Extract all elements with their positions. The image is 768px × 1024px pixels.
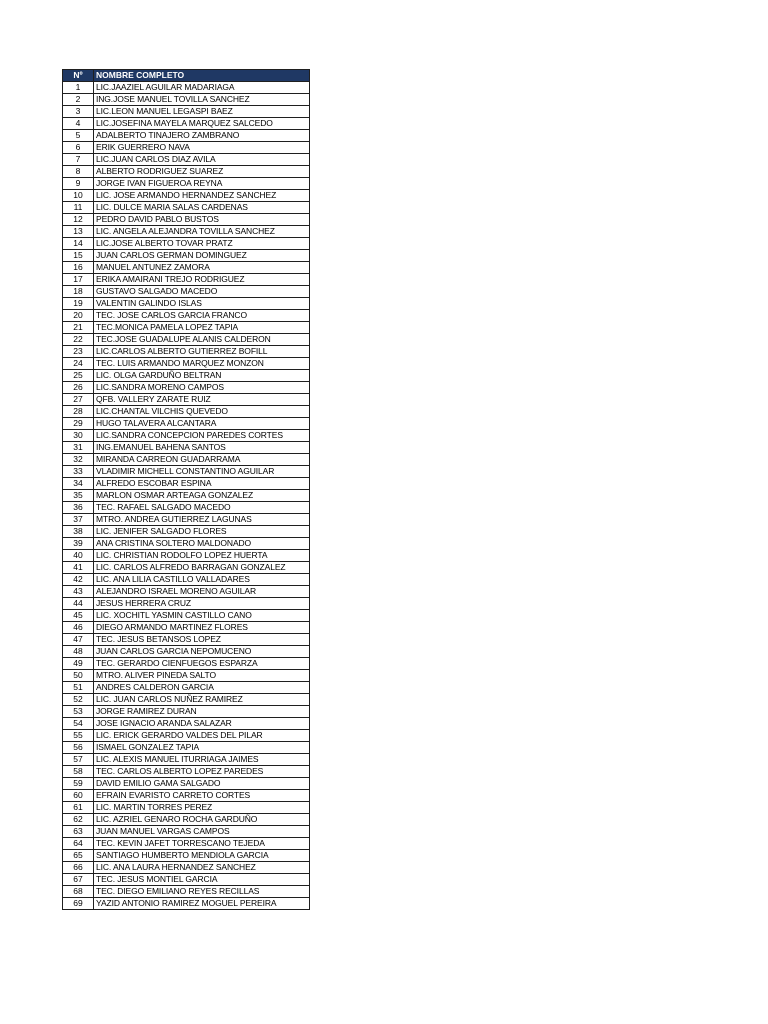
row-number-cell: 65 [63,850,94,862]
table-row [63,370,310,382]
row-number-cell: 52 [63,694,94,706]
table-row [63,346,310,358]
row-number-cell: 64 [63,838,94,850]
table-row [63,502,310,514]
full-name-cell: LIC. DULCE MARIA SALAS CARDENAS [94,202,310,214]
row-number-cell: 23 [63,346,94,358]
full-name-cell: ALFREDO ESCOBAR ESPINA [94,478,310,490]
row-number-cell: 31 [63,442,94,454]
full-name-cell: HUGO TALAVERA ALCANTARA [94,418,310,430]
full-name-cell: TEC. LUIS ARMANDO MARQUEZ MONZON [94,358,310,370]
full-name-cell: JORGE IVAN FIGUEROA REYNA [94,178,310,190]
full-name-cell: ISMAEL GONZALEZ TAPIA [94,742,310,754]
row-number-cell: 36 [63,502,94,514]
full-name-cell: LIC.SANDRA CONCEPCION PAREDES CORTES [94,430,310,442]
full-name-cell: LIC.LEON MANUEL LEGASPI BAEZ [94,106,310,118]
row-number-cell: 7 [63,154,94,166]
table-row [63,826,310,838]
full-name-cell: VLADIMIR MICHELL CONSTANTINO AGUILAR [94,466,310,478]
row-number-cell: 6 [63,142,94,154]
table-row [63,250,310,262]
table-row [63,550,310,562]
table-row [63,670,310,682]
row-number-cell: 69 [63,898,94,910]
full-name-cell: LIC. OLGA GARDUÑO BELTRAN [94,370,310,382]
row-number-cell: 27 [63,394,94,406]
full-name-cell: MTRO. ALIVER PINEDA SALTO [94,670,310,682]
full-name-cell: LIC.JUAN CARLOS DIAZ AVILA [94,154,310,166]
row-number-cell: 10 [63,190,94,202]
table-row [63,190,310,202]
row-number-cell: 28 [63,406,94,418]
full-name-cell: ANDRES CALDERON GARCIA [94,682,310,694]
table-row [63,658,310,670]
row-number-cell: 67 [63,874,94,886]
row-number-cell: 66 [63,862,94,874]
row-number-cell: 50 [63,670,94,682]
full-name-cell: LIC.CARLOS ALBERTO GUTIERREZ BOFILL [94,346,310,358]
table-row [63,106,310,118]
full-name-cell: JORGE RAMIREZ DURAN [94,706,310,718]
row-number-cell: 40 [63,550,94,562]
table-body [63,82,310,910]
full-name-cell: LIC. JOSE ARMANDO HERNANDEZ SANCHEZ [94,190,310,202]
table-row [63,94,310,106]
table-row [63,334,310,346]
table-row [63,754,310,766]
table-row [63,574,310,586]
table-row [63,286,310,298]
full-name-cell: JESUS HERRERA CRUZ [94,598,310,610]
full-name-cell: TEC. RAFAEL SALGADO MACEDO [94,502,310,514]
full-name-cell: LIC. AZRIEL GENARO ROCHA GARDUÑO [94,814,310,826]
row-number-cell: 16 [63,262,94,274]
row-number-cell: 29 [63,418,94,430]
row-number-cell: 45 [63,610,94,622]
row-number-cell: 26 [63,382,94,394]
full-name-cell: ING.EMANUEL BAHENA SANTOS [94,442,310,454]
row-number-cell: 58 [63,766,94,778]
table-row [63,850,310,862]
row-number-cell: 55 [63,730,94,742]
full-name-cell: QFB. VALLERY ZARATE RUIZ [94,394,310,406]
full-name-cell: YAZID ANTONIO RAMIREZ MOGUEL PEREIRA [94,898,310,910]
full-name-cell: TEC. DIEGO EMILIANO REYES RECILLAS [94,886,310,898]
full-name-cell: LIC. ANA LAURA HERNANDEZ SANCHEZ [94,862,310,874]
row-number-cell: 1 [63,82,94,94]
table-row [63,478,310,490]
table-row [63,610,310,622]
table-row [63,814,310,826]
full-name-cell: LIC. ANA LILIA CASTILLO VALLADARES [94,574,310,586]
full-name-cell: SANTIAGO HUMBERTO MENDIOLA GARCIA [94,850,310,862]
table-row [63,322,310,334]
row-number-cell: 19 [63,298,94,310]
row-number-cell: 11 [63,202,94,214]
table-row [63,274,310,286]
table-row [63,130,310,142]
row-number-cell: 48 [63,646,94,658]
table-row [63,790,310,802]
table-row [63,154,310,166]
full-name-cell: TEC. KEVIN JAFET TORRESCANO TEJEDA [94,838,310,850]
row-number-cell: 30 [63,430,94,442]
row-number-cell: 17 [63,274,94,286]
full-name-cell: ERIK GUERRERO NAVA [94,142,310,154]
full-name-cell: LIC.SANDRA MORENO CAMPOS [94,382,310,394]
row-number-cell: 63 [63,826,94,838]
table-row [63,622,310,634]
table-row [63,442,310,454]
table-row [63,406,310,418]
table-row [63,262,310,274]
full-name-cell: EFRAIN EVARISTO CARRETO CORTES [94,790,310,802]
full-name-cell: DIEGO ARMANDO MARTINEZ FLORES [94,622,310,634]
full-name-cell: LIC. ALEXIS MANUEL ITURRIAGA JAIMES [94,754,310,766]
table-row [63,862,310,874]
table-row [63,394,310,406]
row-number-cell: 32 [63,454,94,466]
row-number-cell: 20 [63,310,94,322]
row-number-cell: 38 [63,526,94,538]
table-row [63,382,310,394]
row-number-cell: 24 [63,358,94,370]
full-name-cell: MIRANDA CARREON GUADARRAMA [94,454,310,466]
row-number-cell: 15 [63,250,94,262]
full-name-cell: TEC. JESUS BETANSOS LOPEZ [94,634,310,646]
table-row [63,214,310,226]
table-row [63,454,310,466]
row-number-cell: 56 [63,742,94,754]
full-name-cell: MTRO. ANDREA GUTIERREZ LAGUNAS [94,514,310,526]
row-number-cell: 57 [63,754,94,766]
row-number-cell: 39 [63,538,94,550]
full-name-cell: DAVID EMILIO GAMA SALGADO [94,778,310,790]
row-number-cell: 43 [63,586,94,598]
row-number-cell: 25 [63,370,94,382]
row-number-cell: 61 [63,802,94,814]
table-row [63,694,310,706]
table-row [63,562,310,574]
full-name-cell: TEC.JOSE GUADALUPE ALANIS CALDERON [94,334,310,346]
table-row [63,742,310,754]
row-number-cell: 12 [63,214,94,226]
table-row [63,706,310,718]
full-name-cell: TEC. JESUS MONTIEL GARCIA [94,874,310,886]
table-row [63,178,310,190]
table-row [63,466,310,478]
full-name-cell: PEDRO DAVID PABLO BUSTOS [94,214,310,226]
row-number-cell: 22 [63,334,94,346]
table-row [63,430,310,442]
full-name-cell: MARLON OSMAR ARTEAGA GONZALEZ [94,490,310,502]
full-name-cell: JUAN CARLOS GARCIA NEPOMUCENO [94,646,310,658]
table-row [63,766,310,778]
table-row [63,598,310,610]
full-name-cell: LIC. MARTIN TORRES PEREZ [94,802,310,814]
full-name-cell: GUSTAVO SALGADO MACEDO [94,286,310,298]
row-number-cell: 51 [63,682,94,694]
full-name-cell: JUAN CARLOS GERMAN DOMINGUEZ [94,250,310,262]
row-number-cell: 34 [63,478,94,490]
column-header-number: Nº [63,70,94,82]
table-row [63,118,310,130]
names-table [62,69,310,910]
table-row [63,586,310,598]
table-row [63,634,310,646]
row-number-cell: 46 [63,622,94,634]
table-row [63,298,310,310]
row-number-cell: 21 [63,322,94,334]
row-number-cell: 14 [63,238,94,250]
table-row [63,682,310,694]
full-name-cell: ADALBERTO TINAJERO ZAMBRANO [94,130,310,142]
row-number-cell: 68 [63,886,94,898]
table-row [63,526,310,538]
table-row [63,730,310,742]
row-number-cell: 3 [63,106,94,118]
row-number-cell: 47 [63,634,94,646]
full-name-cell: TEC. GERARDO CIENFUEGOS ESPARZA [94,658,310,670]
row-number-cell: 18 [63,286,94,298]
row-number-cell: 33 [63,466,94,478]
full-name-cell: LIC. JUAN CARLOS NUÑEZ RAMIREZ [94,694,310,706]
row-number-cell: 2 [63,94,94,106]
table-row [63,418,310,430]
full-name-cell: LIC. ERICK GERARDO VALDES DEL PILAR [94,730,310,742]
row-number-cell: 59 [63,778,94,790]
column-header-name: NOMBRE COMPLETO [94,70,310,82]
full-name-cell: JUAN MANUEL VARGAS CAMPOS [94,826,310,838]
full-name-cell: LIC.JAAZIEL AGUILAR MADARIAGA [94,82,310,94]
table-row [63,898,310,910]
row-number-cell: 53 [63,706,94,718]
row-number-cell: 60 [63,790,94,802]
full-name-cell: LIC.JOSEFINA MAYELA MARQUEZ SALCEDO [94,118,310,130]
row-number-cell: 41 [63,562,94,574]
table-row [63,886,310,898]
table-row [63,874,310,886]
full-name-cell: LIC.JOSE ALBERTO TOVAR PRATZ [94,238,310,250]
full-name-cell: ANA CRISTINA SOLTERO MALDONADO [94,538,310,550]
row-number-cell: 9 [63,178,94,190]
table-row [63,646,310,658]
full-name-cell: ALEJANDRO ISRAEL MORENO AGUILAR [94,586,310,598]
full-name-cell: ALBERTO RODRIGUEZ SUAREZ [94,166,310,178]
table-row [63,718,310,730]
table-row [63,142,310,154]
table-row [63,490,310,502]
table-row [63,538,310,550]
row-number-cell: 35 [63,490,94,502]
row-number-cell: 44 [63,598,94,610]
header-row [63,70,310,82]
full-name-cell: LIC.CHANTAL VILCHIS QUEVEDO [94,406,310,418]
table-row [63,310,310,322]
full-name-cell: TEC.MONICA PAMELA LOPEZ TAPIA [94,322,310,334]
table-row [63,82,310,94]
table-row [63,514,310,526]
full-name-cell: LIC. JENIFER SALGADO FLORES [94,526,310,538]
full-name-cell: TEC. CARLOS ALBERTO LOPEZ PAREDES [94,766,310,778]
row-number-cell: 49 [63,658,94,670]
row-number-cell: 5 [63,130,94,142]
full-name-cell: LIC. XOCHITL YASMIN CASTILLO CANO [94,610,310,622]
full-name-cell: MANUEL ANTUNEZ ZAMORA [94,262,310,274]
full-name-cell: JOSE IGNACIO ARANDA SALAZAR [94,718,310,730]
table-row [63,838,310,850]
row-number-cell: 42 [63,574,94,586]
full-name-cell: ING.JOSE MANUEL TOVILLA SANCHEZ [94,94,310,106]
table-row [63,166,310,178]
row-number-cell: 13 [63,226,94,238]
row-number-cell: 8 [63,166,94,178]
table-row [63,238,310,250]
table-row [63,358,310,370]
full-name-cell: VALENTIN GALINDO ISLAS [94,298,310,310]
row-number-cell: 54 [63,718,94,730]
full-name-cell: ERIKA AMAIRANI TREJO RODRIGUEZ [94,274,310,286]
row-number-cell: 4 [63,118,94,130]
full-name-cell: LIC. CARLOS ALFREDO BARRAGAN GONZALEZ [94,562,310,574]
full-name-cell: LIC. CHRISTIAN RODOLFO LOPEZ HUERTA [94,550,310,562]
row-number-cell: 62 [63,814,94,826]
table-row [63,802,310,814]
row-number-cell: 37 [63,514,94,526]
table-row [63,226,310,238]
table-row [63,202,310,214]
full-name-cell: LIC. ANGELA ALEJANDRA TOVILLA SANCHEZ [94,226,310,238]
full-name-cell: TEC. JOSE CARLOS GARCIA FRANCO [94,310,310,322]
table-row [63,778,310,790]
